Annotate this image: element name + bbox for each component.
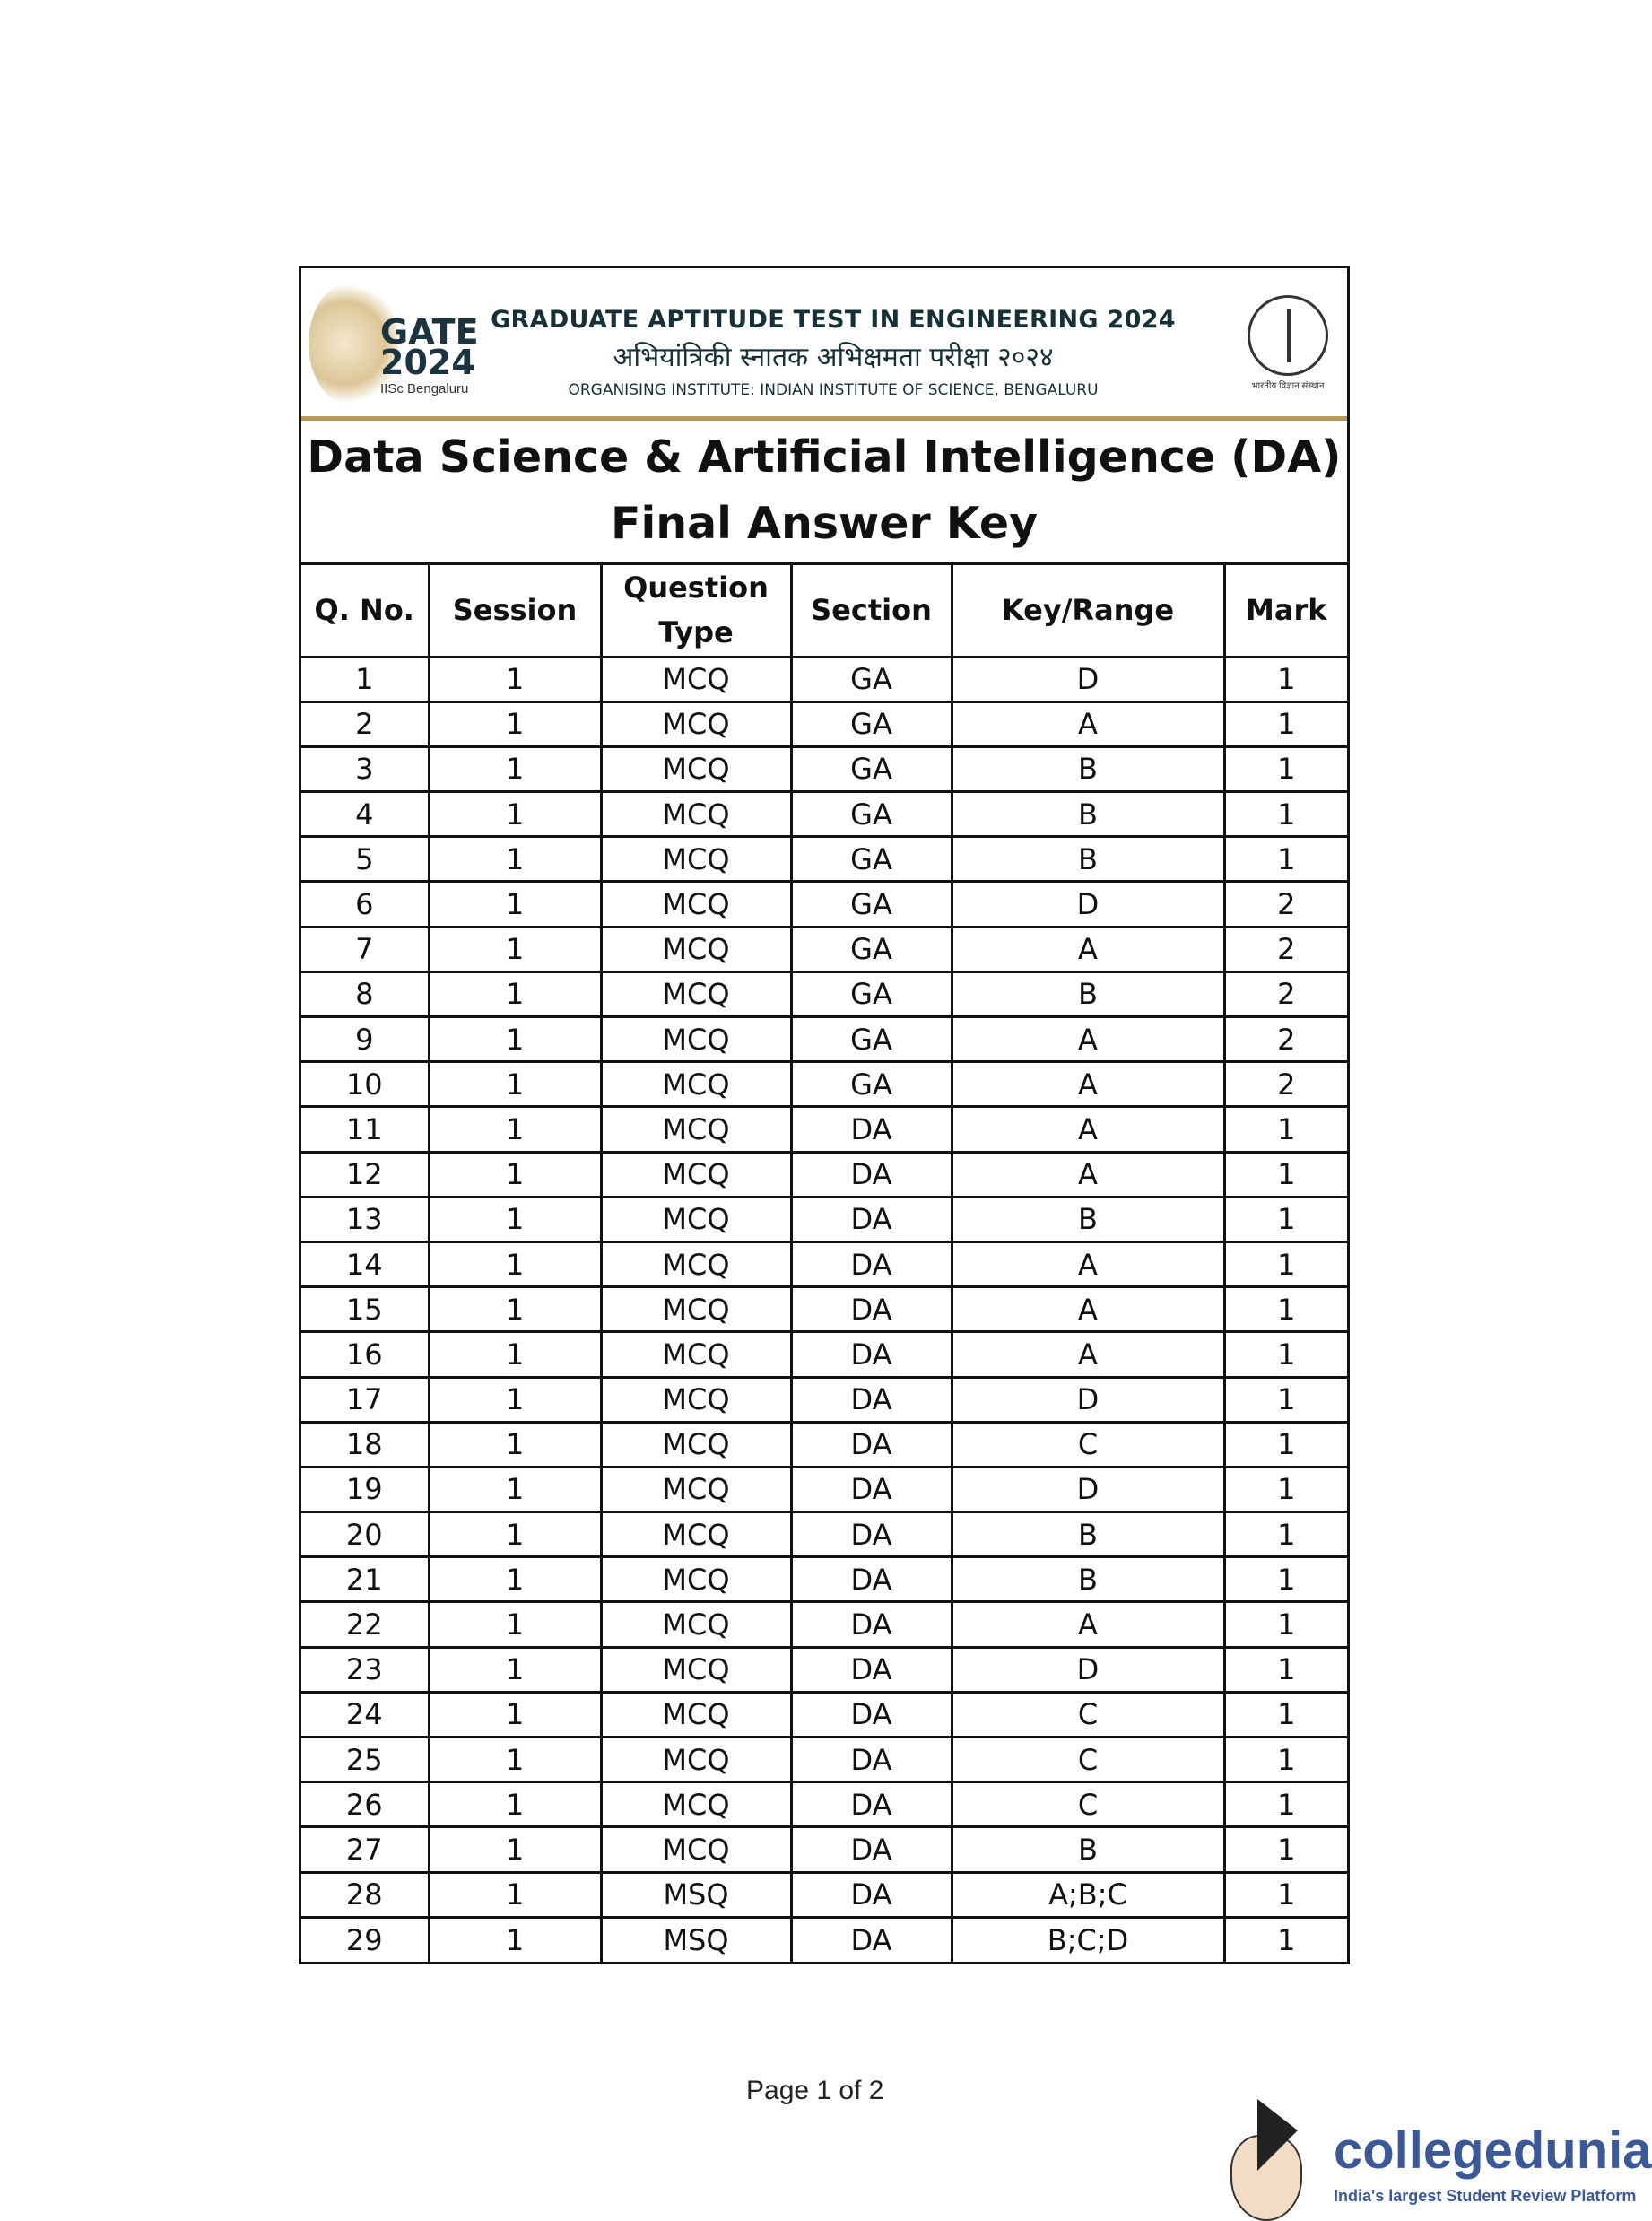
logo-subtext: IISc Bengaluru [380,381,469,396]
seal-caption: भारतीय विज्ञान संस्थान [1251,381,1325,391]
cell-section: GA [791,746,952,791]
cell-section: GA [791,927,952,971]
cell-session: 1 [429,1241,601,1286]
cell-mark: 1 [1224,1241,1347,1286]
cell-question-type: MCQ [601,1377,791,1422]
cell-question-type: MCQ [601,1197,791,1241]
cell-key-range: A [952,1241,1224,1286]
cell-q-no: 25 [301,1738,429,1782]
cell-question-type: MCQ [601,1332,791,1377]
cell-section: DA [791,1422,952,1467]
cell-key-range: D [952,657,1224,701]
cell-section: GA [791,837,952,882]
brand-tagline: India's largest Student Review Platform [1334,2187,1637,2205]
cell-session: 1 [429,1152,601,1197]
table-row [301,837,1347,882]
cell-session: 1 [429,882,601,927]
cell-mark: 1 [1224,1647,1347,1692]
table-row [301,1782,1347,1827]
cell-section: GA [791,792,952,837]
header-q-no: Q. No. [301,565,429,657]
cell-question-type: MCQ [601,1017,791,1062]
cell-key-range: B [952,746,1224,791]
cell-mark: 1 [1224,1107,1347,1152]
cell-section: DA [791,1692,952,1737]
cell-session: 1 [429,1917,601,1962]
cell-section: DA [791,1917,952,1962]
cell-mark: 1 [1224,1152,1347,1197]
table-header-row [301,565,1347,657]
collegedunia-watermark [1222,2099,1652,2221]
table-row [301,971,1347,1016]
cell-session: 1 [429,1017,601,1062]
cell-mark: 1 [1224,1422,1347,1467]
table-row [301,1017,1347,1062]
cell-q-no: 28 [301,1872,429,1917]
gate-banner [301,268,1347,421]
cell-q-no: 16 [301,1332,429,1377]
cell-q-no: 2 [301,701,429,746]
cell-mark: 1 [1224,1602,1347,1647]
cell-mark: 2 [1224,1062,1347,1107]
title-line-1: Data Science & Artificial Intelligence (DA) [307,431,1342,483]
cell-q-no: 3 [301,746,429,791]
cell-section: DA [791,1377,952,1422]
table-row [301,1197,1347,1241]
cell-key-range: D [952,1647,1224,1692]
table-row [301,701,1347,746]
cell-key-range: C [952,1782,1224,1827]
seal-icon [1248,295,1328,376]
table-row [301,1241,1347,1286]
cell-question-type: MCQ [601,1647,791,1692]
cell-q-no: 10 [301,1062,429,1107]
cell-section: DA [791,1332,952,1377]
logo-text: GATE 2024 [380,312,479,382]
cell-session: 1 [429,1557,601,1602]
cell-q-no: 26 [301,1782,429,1827]
table-row [301,1332,1347,1377]
table-row [301,1827,1347,1872]
cell-q-no: 5 [301,837,429,882]
cell-key-range: B [952,1512,1224,1557]
cell-question-type: MCQ [601,1152,791,1197]
cell-question-type: MCQ [601,1782,791,1827]
header-section: Section [791,565,952,657]
cell-session: 1 [429,1872,601,1917]
cell-mark: 1 [1224,1197,1347,1241]
table-row [301,1872,1347,1917]
header-question-type: Question Type [601,565,791,657]
header-mark: Mark [1224,565,1347,657]
cell-q-no: 15 [301,1287,429,1332]
cell-section: GA [791,1062,952,1107]
cell-section: DA [791,1512,952,1557]
cell-session: 1 [429,1062,601,1107]
table-row [301,1062,1347,1107]
table-row [301,927,1347,971]
graduation-cap-icon [1257,2099,1298,2171]
cell-session: 1 [429,746,601,791]
cell-section: DA [791,1557,952,1602]
cell-mark: 1 [1224,1467,1347,1511]
header-key-range: Key/Range [952,565,1224,657]
cell-q-no: 6 [301,882,429,927]
cell-key-range: A [952,927,1224,971]
cell-section: DA [791,1827,952,1872]
cell-session: 1 [429,1647,601,1692]
cell-question-type: MCQ [601,927,791,971]
cell-question-type: MCQ [601,1512,791,1557]
table-row [301,746,1347,791]
cell-session: 1 [429,1738,601,1782]
cell-key-range: A [952,701,1224,746]
cell-mark: 1 [1224,1287,1347,1332]
cell-question-type: MCQ [601,1738,791,1782]
cell-session: 1 [429,1827,601,1872]
cell-section: DA [791,1738,952,1782]
cell-mark: 1 [1224,1377,1347,1422]
cell-mark: 1 [1224,657,1347,701]
cell-question-type: MCQ [601,792,791,837]
cell-question-type: MCQ [601,1467,791,1511]
cell-key-range: C [952,1738,1224,1782]
cell-session: 1 [429,1782,601,1827]
cell-mark: 1 [1224,1692,1347,1737]
cell-section: DA [791,1152,952,1197]
cell-q-no: 12 [301,1152,429,1197]
cell-session: 1 [429,927,601,971]
cell-question-type: MCQ [601,1422,791,1467]
cell-question-type: MCQ [601,1602,791,1647]
cell-question-type: MCQ [601,1241,791,1286]
table-row [301,1152,1347,1197]
cell-section: DA [791,1107,952,1152]
table-row [301,792,1347,837]
cell-section: DA [791,1241,952,1286]
cell-session: 1 [429,1197,601,1241]
table-row [301,657,1347,701]
page-number: Page 1 of 2 [746,2076,884,2105]
table-row [301,1602,1347,1647]
banner-title-english: GRADUATE APTITUDE TEST IN ENGINEERING 2024 [491,306,1176,334]
cell-session: 1 [429,1287,601,1332]
cell-question-type: MCQ [601,1557,791,1602]
cell-section: GA [791,701,952,746]
cell-q-no: 18 [301,1422,429,1467]
banner-title-hindi: अभियांत्रिकी स्नातक अभिक्षमता परीक्षा २०२४ [613,342,1054,373]
table-row [301,1422,1347,1467]
table-row [301,1287,1347,1332]
cell-q-no: 9 [301,1017,429,1062]
cell-q-no: 20 [301,1512,429,1557]
cell-q-no: 29 [301,1917,429,1962]
table-row [301,1557,1347,1602]
cell-session: 1 [429,701,601,746]
table-row [301,1738,1347,1782]
cell-key-range: B;C;D [952,1917,1224,1962]
cell-q-no: 27 [301,1827,429,1872]
cell-key-range: B [952,971,1224,1016]
cell-key-range: C [952,1692,1224,1737]
cell-question-type: MSQ [601,1917,791,1962]
cell-key-range: B [952,837,1224,882]
title-line-2: Final Answer Key [610,498,1039,549]
cell-q-no: 17 [301,1377,429,1422]
cell-key-range: D [952,1467,1224,1511]
cell-key-range: A [952,1287,1224,1332]
cell-mark: 1 [1224,1332,1347,1377]
table-row [301,1467,1347,1511]
cell-question-type: MCQ [601,1107,791,1152]
cell-section: DA [791,1197,952,1241]
answer-key-sheet [299,266,1350,1964]
table-row [301,1647,1347,1692]
cell-question-type: MCQ [601,657,791,701]
cell-session: 1 [429,1512,601,1557]
table-row [301,1377,1347,1422]
cell-key-range: B [952,1557,1224,1602]
cell-key-range: A [952,1107,1224,1152]
cell-mark: 2 [1224,882,1347,927]
cell-section: DA [791,1602,952,1647]
cell-session: 1 [429,971,601,1016]
table-row [301,1512,1347,1557]
cell-key-range: D [952,1377,1224,1422]
cell-key-range: A [952,1062,1224,1107]
cell-question-type: MCQ [601,746,791,791]
cell-session: 1 [429,1422,601,1467]
cell-mark: 1 [1224,1827,1347,1872]
cell-q-no: 22 [301,1602,429,1647]
cell-section: DA [791,1287,952,1332]
cell-session: 1 [429,1332,601,1377]
cell-mark: 1 [1224,1512,1347,1557]
cell-key-range: A [952,1152,1224,1197]
organising-institute: ORGANISING INSTITUTE: INDIAN INSTITUTE OF SCIENCE, BENGALURU [568,381,1099,399]
cell-session: 1 [429,1467,601,1511]
cell-key-range: A [952,1332,1224,1377]
cell-section: DA [791,1467,952,1511]
cell-q-no: 8 [301,971,429,1016]
cell-section: GA [791,882,952,927]
cell-session: 1 [429,792,601,837]
cell-q-no: 4 [301,792,429,837]
header-session: Session [429,565,601,657]
cell-key-range: A [952,1017,1224,1062]
cell-mark: 1 [1224,792,1347,837]
cell-mark: 1 [1224,1782,1347,1827]
cell-session: 1 [429,1377,601,1422]
cell-key-range: A [952,1602,1224,1647]
cell-section: DA [791,1872,952,1917]
cell-session: 1 [429,1692,601,1737]
cell-mark: 1 [1224,1738,1347,1782]
cell-question-type: MCQ [601,1827,791,1872]
cell-mark: 2 [1224,1017,1347,1062]
cell-session: 1 [429,657,601,701]
iisc-seal [1239,295,1336,394]
cell-q-no: 11 [301,1107,429,1152]
cell-session: 1 [429,1602,601,1647]
cell-mark: 1 [1224,746,1347,791]
cell-key-range: B [952,1197,1224,1241]
cell-mark: 1 [1224,837,1347,882]
cell-key-range: C [952,1422,1224,1467]
brand-name: collegedunia [1334,2121,1652,2180]
cell-key-range: B [952,792,1224,837]
cell-question-type: MCQ [601,971,791,1016]
cell-key-range: A;B;C [952,1872,1224,1917]
cell-mark: 1 [1224,1917,1347,1962]
cell-mark: 1 [1224,1557,1347,1602]
cell-key-range: D [952,882,1224,927]
cell-mark: 1 [1224,701,1347,746]
cell-q-no: 7 [301,927,429,971]
cell-question-type: MCQ [601,882,791,927]
banner-text [481,306,1186,399]
table-row [301,1107,1347,1152]
table-row [301,882,1347,927]
cell-question-type: MSQ [601,1872,791,1917]
table-row [301,1917,1347,1962]
cell-section: DA [791,1647,952,1692]
cell-section: GA [791,971,952,1016]
page-title [301,421,1347,565]
cell-question-type: MCQ [601,1287,791,1332]
cell-q-no: 1 [301,657,429,701]
gate-2024-logo [309,281,479,406]
cell-q-no: 14 [301,1241,429,1286]
cell-session: 1 [429,837,601,882]
cell-q-no: 24 [301,1692,429,1737]
cell-section: DA [791,1782,952,1827]
table-row [301,1692,1347,1737]
cell-section: GA [791,657,952,701]
cell-mark: 2 [1224,971,1347,1016]
cell-session: 1 [429,1107,601,1152]
cell-question-type: MCQ [601,1062,791,1107]
cell-question-type: MCQ [601,837,791,882]
answer-key-table [301,565,1347,1962]
cell-section: GA [791,1017,952,1062]
cell-q-no: 13 [301,1197,429,1241]
cell-q-no: 23 [301,1647,429,1692]
cell-key-range: B [952,1827,1224,1872]
cell-question-type: MCQ [601,1692,791,1737]
cell-question-type: MCQ [601,701,791,746]
cell-mark: 2 [1224,927,1347,971]
cell-q-no: 19 [301,1467,429,1511]
cell-q-no: 21 [301,1557,429,1602]
cell-mark: 1 [1224,1872,1347,1917]
